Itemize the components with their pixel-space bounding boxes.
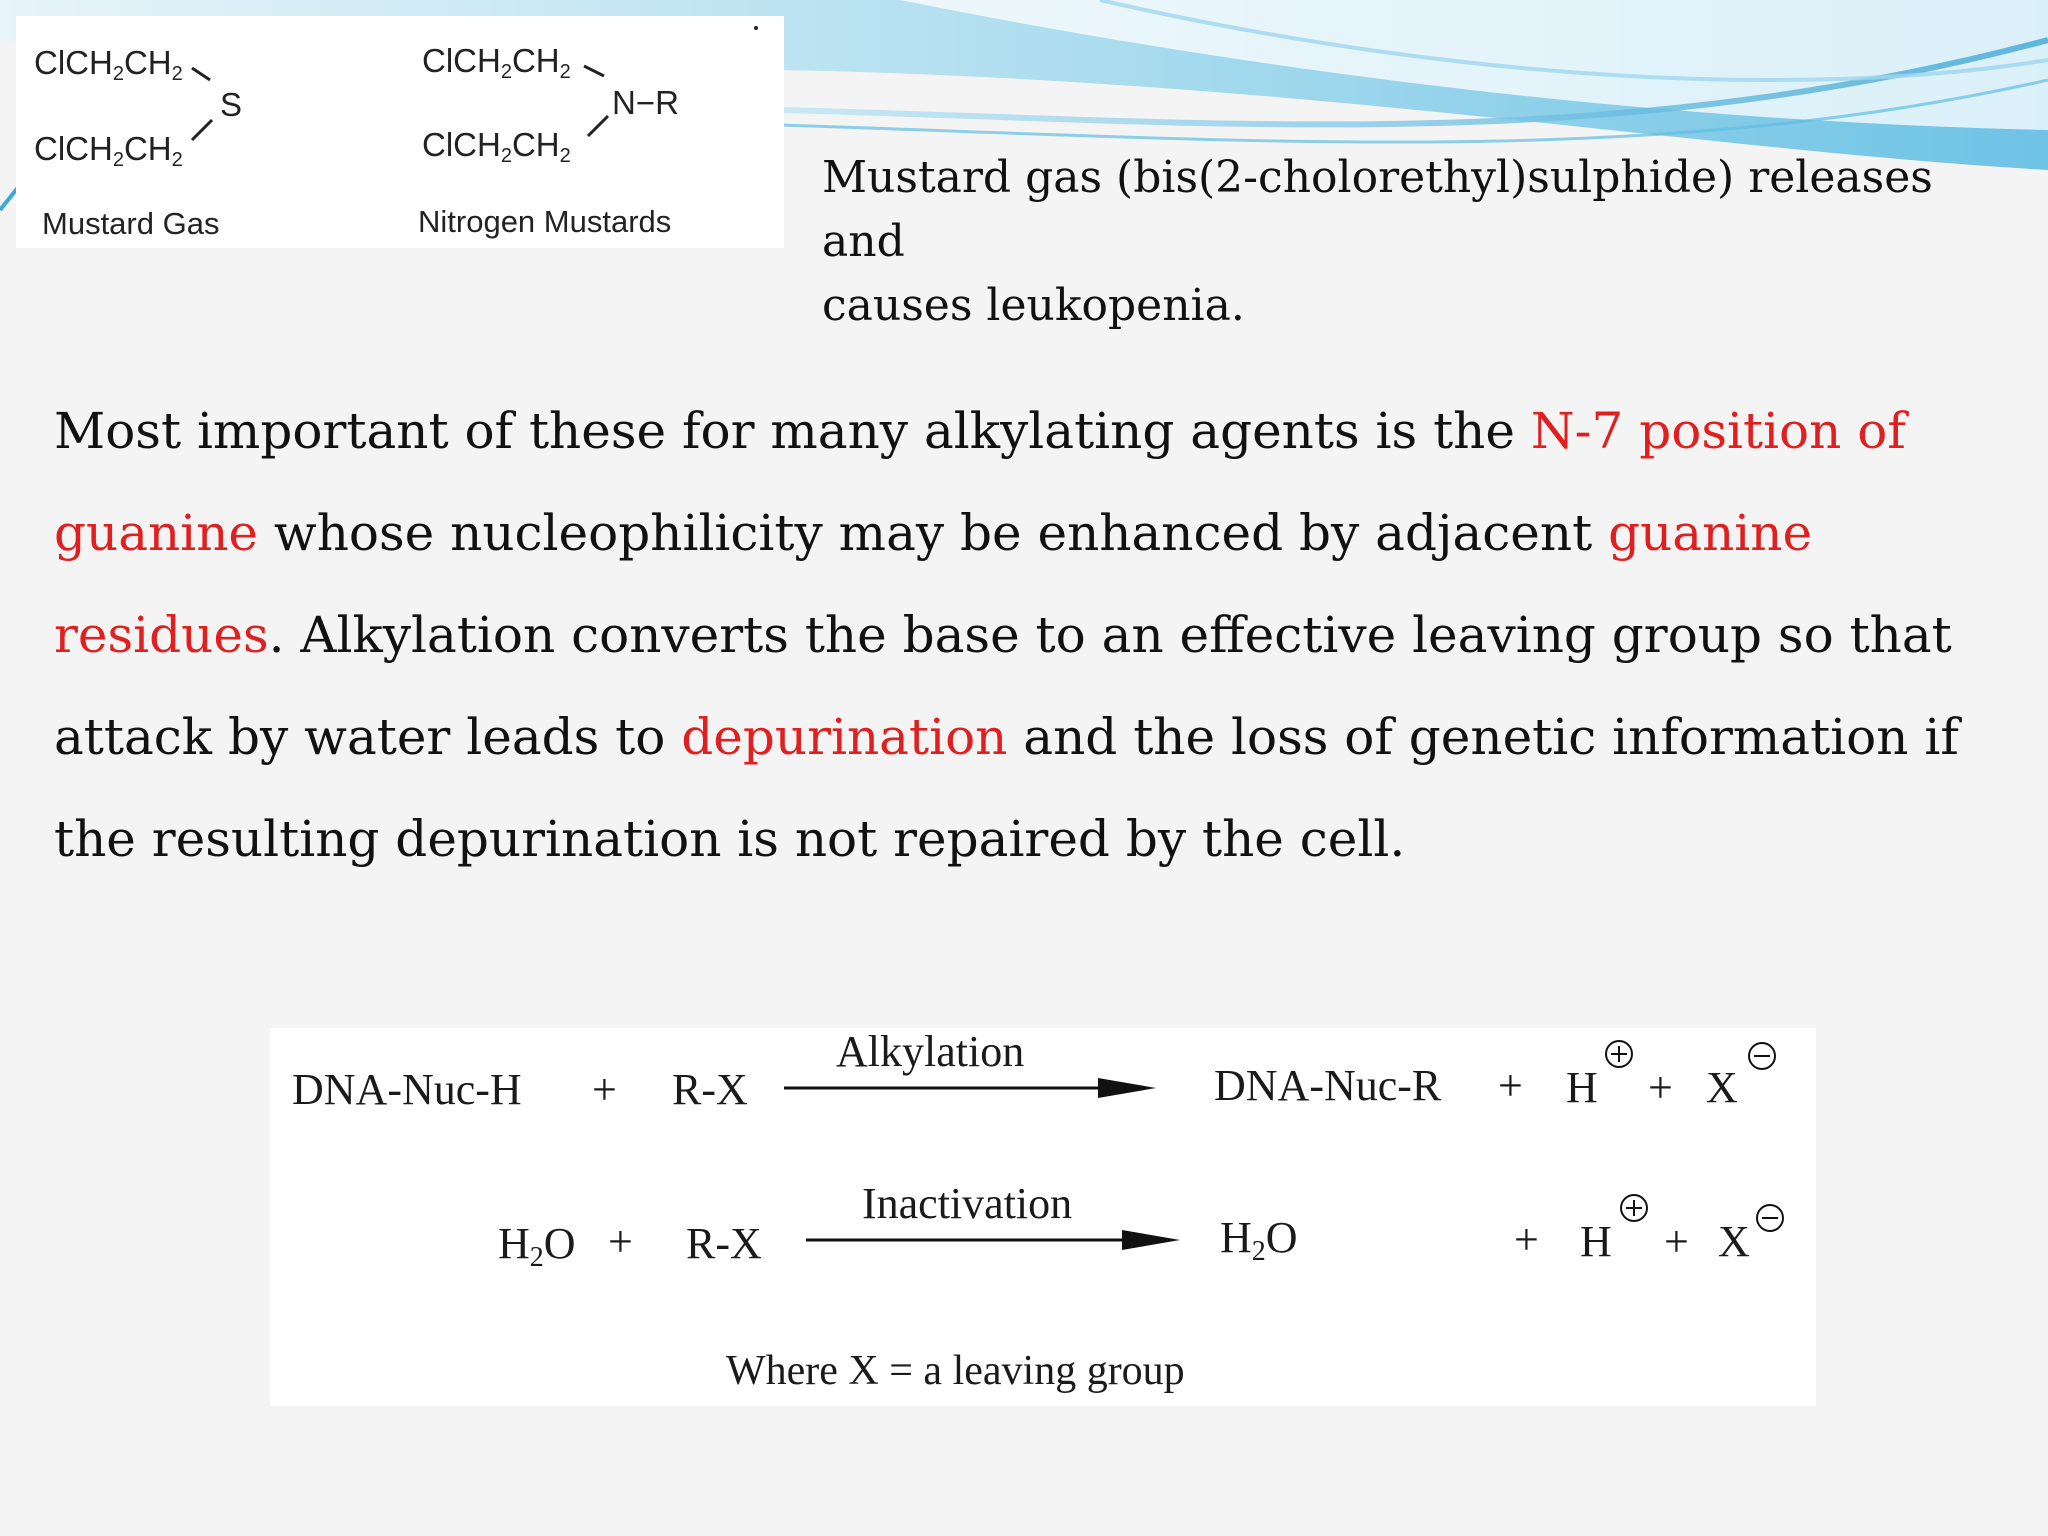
- r1-product-dna: DNA-Nuc-R: [1214, 1061, 1442, 1110]
- reaction-scheme: [270, 1028, 1816, 1406]
- highlight-depurination: depurination: [681, 708, 1008, 766]
- nitrogen-mustard-bottom-chain: $ClCH_2CH_2$: [422, 126, 571, 167]
- r2-reactant-rx: R-X: [686, 1219, 762, 1268]
- r2-arrow-label: Inactivation: [862, 1179, 1073, 1228]
- r1-proton: H: [1566, 1063, 1598, 1112]
- main-paragraph: [54, 380, 2014, 890]
- structures-panel: [16, 16, 784, 248]
- r2-proton: H: [1580, 1217, 1612, 1266]
- r1-product-plus-1: +: [1498, 1061, 1523, 1110]
- para-text-4: and the loss of genetic information if the resulting depurination is not repaired by the cell.: [54, 708, 1959, 868]
- r2-plus: +: [608, 1217, 633, 1266]
- r2-product-water: $H_2O$: [1220, 1213, 1298, 1267]
- r1-reactant-dna: DNA-Nuc-H: [292, 1065, 522, 1114]
- highlight-guanine-residues: guanine residues: [54, 504, 1813, 664]
- mustard-gas-label: Mustard Gas: [42, 206, 220, 241]
- caption-line-2: causes leukopenia.: [822, 280, 1245, 331]
- mustard-gas-sulfur: S: [220, 86, 243, 123]
- highlight-n7-guanine: N-7 position of guanine: [54, 402, 1906, 562]
- para-text-1: Most important of these for many alkylating agents is the: [54, 402, 1531, 460]
- caption-line-1: Mustard gas (bis(2-cholorethyl)sulphide) releases and: [822, 152, 1933, 267]
- r1-reactant-rx: R-X: [672, 1065, 748, 1114]
- r1-product-plus-2: +: [1648, 1063, 1673, 1112]
- mustard-gas-bottom-chain: $ClCH_2CH_2$: [34, 130, 183, 171]
- mustard-gas-caption: [822, 146, 2022, 338]
- nitrogen-mustard-amine: N−R: [612, 84, 679, 121]
- para-text-2: whose nucleophilicity may be enhanced by adjacent: [258, 504, 1609, 562]
- nitrogen-mustard-top-chain: $ClCH_2CH_2$: [422, 42, 571, 83]
- para-text-3: . Alkylation converts the base to an effective leaving group so that attack by water leads to: [54, 606, 1952, 766]
- r2-reactant-water: $H_2O$: [498, 1219, 576, 1273]
- r1-leaving-group: X: [1706, 1063, 1738, 1112]
- r2-leaving-group: X: [1718, 1217, 1750, 1266]
- nitrogen-mustards-label: Nitrogen Mustards: [418, 204, 672, 239]
- r2-product-plus-1: +: [1514, 1215, 1539, 1264]
- mustard-gas-top-chain: [34, 46, 183, 84]
- r2-product-plus-2: +: [1664, 1217, 1689, 1266]
- mustard-gas-top-chain-text: $ClCH_2CH_2$: [34, 44, 183, 85]
- r1-plus: +: [592, 1065, 617, 1114]
- scheme-footnote: Where X = a leaving group: [726, 1348, 1185, 1394]
- r1-arrow-label: Alkylation: [836, 1027, 1025, 1076]
